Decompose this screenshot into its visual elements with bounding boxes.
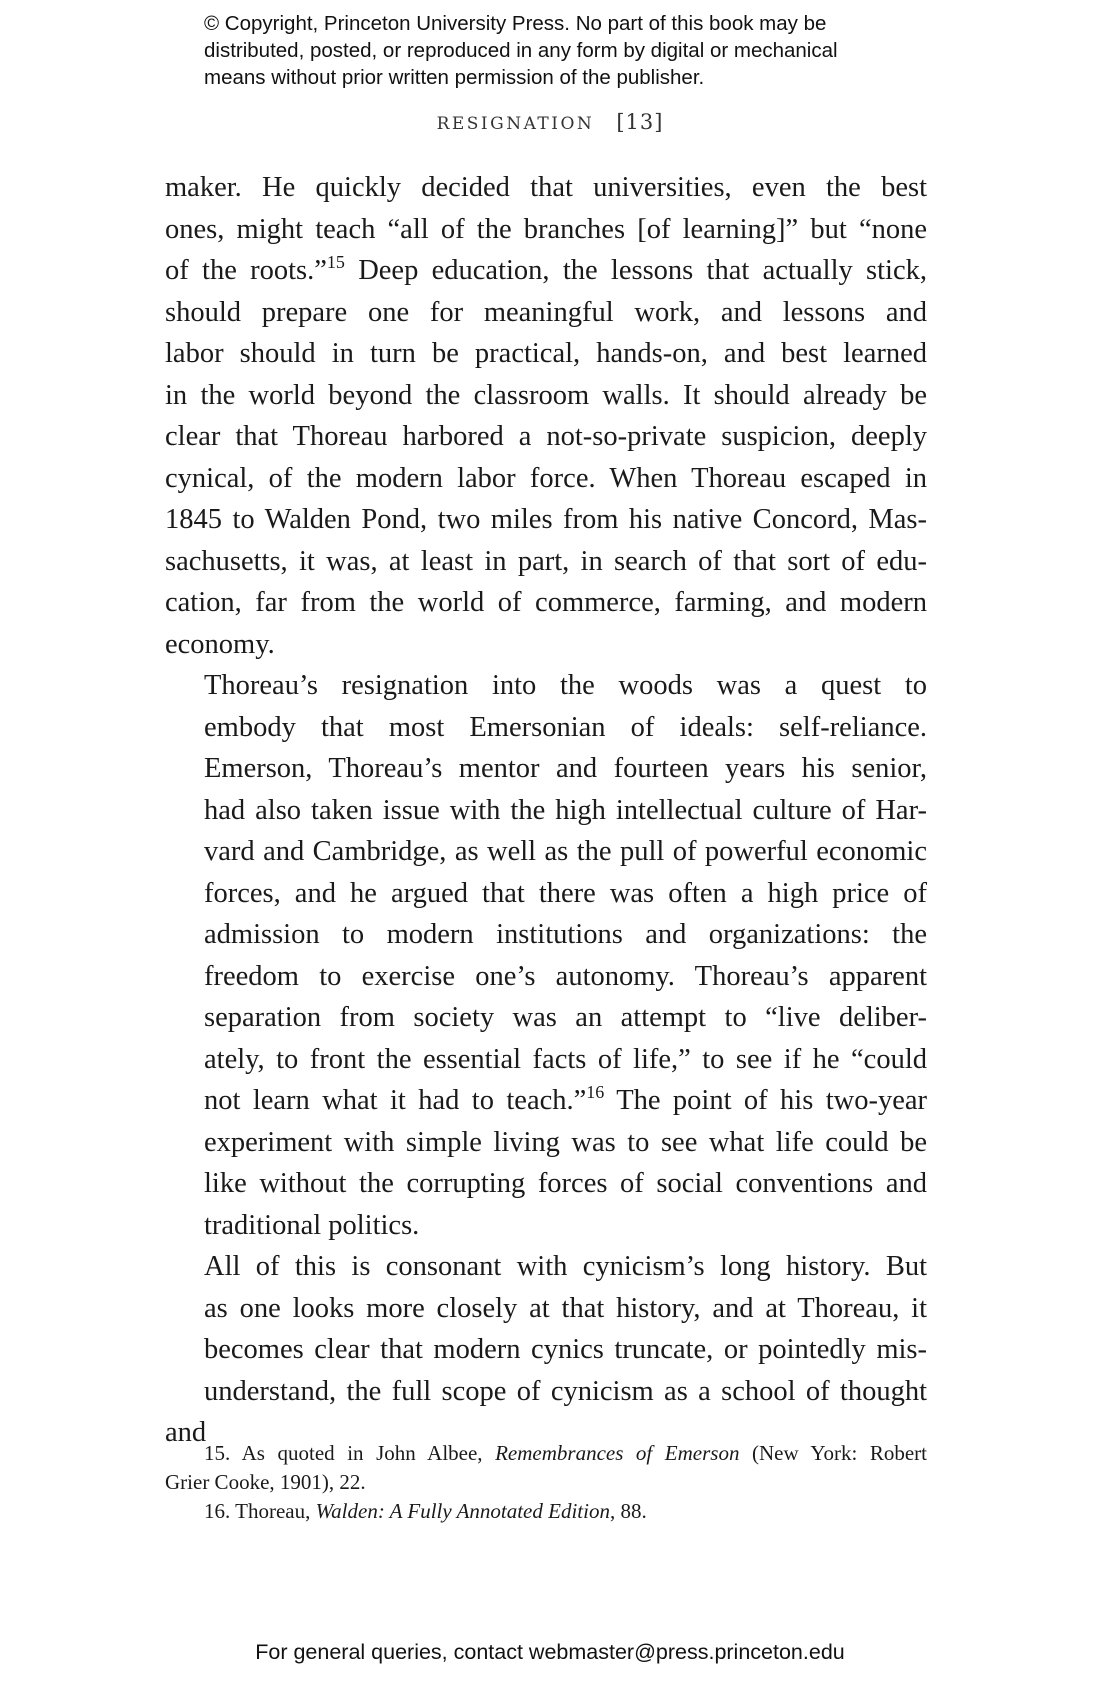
copyright-line: means without prior written permission of the publisher. <box>204 66 705 89</box>
text-line: traditional politics. <box>204 1209 420 1241</box>
footnote-line <box>165 1439 927 1468</box>
paragraph-1 <box>165 167 927 665</box>
text-line: cynical, of the modern labor force. When Thoreau escaped in <box>165 462 927 494</box>
footnotes <box>165 1439 927 1526</box>
text-line: cation, far from the world of commerce, farming, and modern <box>165 587 927 618</box>
text-line: becomes clear that modern cynics truncate, or pointedly mis- <box>204 1334 927 1365</box>
text-line: understand, the full scope of cynicism as a school of thought and <box>165 1375 927 1448</box>
paragraph-3 <box>165 1246 927 1454</box>
footnote-text: , 88. <box>609 1499 647 1523</box>
footnote-title: Remembrances of Emerson <box>495 1441 740 1465</box>
text-line: admission to modern institutions and organizations: the <box>204 919 927 950</box>
footnote-15 <box>165 1439 927 1497</box>
footnote-text: Thoreau, <box>235 1499 311 1523</box>
footnote-16 <box>165 1497 927 1526</box>
text-line: maker. He quickly decided that universities, even the best <box>165 172 927 203</box>
text-line: like without the corrupting forces of social conventions and <box>204 1168 927 1199</box>
text-line: separation from society was an attempt to “live deliber- <box>204 1002 927 1033</box>
text-fragment: The point of his two-year <box>616 1085 927 1116</box>
copyright-line: distributed, posted, or reproduced in any form by digital or mechanical <box>204 39 838 62</box>
footnote-ref-16[interactable]: 16 <box>586 1082 605 1102</box>
footer-contact: For general queries, contact webmaster@press.princeton.edu <box>255 1640 845 1664</box>
text-line: labor should in turn be practical, hands-on, and best learned <box>165 338 927 369</box>
text-line: embody that most Emersonian of ideals: self-reliance. <box>204 711 927 743</box>
footnote-text: (New York: Robert <box>752 1441 928 1465</box>
text-line: Thoreau’s resignation into the woods was a quest to <box>204 670 927 701</box>
footnote-number: 16. <box>204 1499 231 1523</box>
footnote-line: Grier Cooke, 1901), 22. <box>165 1470 366 1494</box>
body-text <box>165 167 927 1454</box>
text-line <box>165 1080 927 1122</box>
page-number: [13] <box>616 110 664 134</box>
paragraph-2 <box>165 665 927 1246</box>
footnote-title: Walden: A Fully Annotated Edition <box>315 1499 610 1523</box>
text-line: All of this is consonant with cynicism’s long history. But <box>204 1251 927 1282</box>
text-line: had also taken issue with the high intellectual culture of Har- <box>204 794 927 826</box>
copyright-notice <box>204 10 924 91</box>
text-line: Emerson, Thoreau’s mentor and fourteen years his senior, <box>204 753 927 784</box>
text-line <box>165 250 927 292</box>
text-line: forces, and he argued that there was often a high price of <box>204 877 927 909</box>
text-line: should prepare one for meaningful work, and lessons and <box>165 296 927 328</box>
text-line: economy. <box>165 628 275 660</box>
copyright-line: © Copyright, Princeton University Press. No part of this book may be <box>204 12 827 35</box>
running-head <box>0 110 1100 134</box>
footnote-ref-15[interactable]: 15 <box>326 252 345 272</box>
text-line: experiment with simple living was to see what life could be <box>204 1126 927 1158</box>
text-line: clear that Thoreau harbored a not-so-private suspicion, deeply <box>165 421 927 452</box>
text-line: vard and Cambridge, as well as the pull of powerful economic <box>204 836 927 867</box>
text-line: sachusetts, it was, at least in part, in search of that sort of edu- <box>165 545 927 577</box>
text-line: in the world beyond the classroom walls. It should already be <box>165 379 927 411</box>
text-line: freedom to exercise one’s autonomy. Thoreau’s apparent <box>204 960 927 992</box>
text-line: ately, to front the essential facts of life,” to see if he “could <box>204 1043 927 1075</box>
text-line: as one looks more closely at that history, and at Thoreau, it <box>204 1292 927 1324</box>
text-fragment: not learn what it had to teach.” <box>204 1085 587 1116</box>
footnote-number: 15. <box>204 1441 231 1465</box>
footnote-text: As quoted in John Albee, <box>241 1441 483 1465</box>
text-line: ones, might teach “all of the branches [of learning]” but “none <box>165 213 927 245</box>
text-fragment: of the roots.” <box>165 255 327 286</box>
text-fragment: Deep education, the lessons that actually stick, <box>358 255 928 286</box>
text-line: 1845 to Walden Pond, two miles from his native Concord, Mas- <box>165 504 927 535</box>
chapter-title: RESIGNATION <box>436 114 595 134</box>
